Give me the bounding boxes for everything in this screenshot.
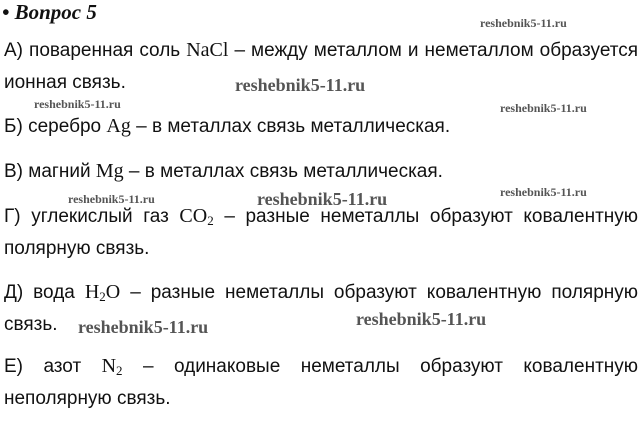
substance-name: серебро — [28, 116, 102, 137]
watermark: reshebnik5-11.ru — [34, 97, 121, 111]
item-marker: Б) — [4, 116, 23, 137]
chemical-formula: $CO_2$ — [179, 205, 214, 228]
explanation-text: – в металлах связь металлическая. — [136, 116, 451, 137]
explanation-text: – между металлом и неметаллом образуется ионная связь. — [4, 40, 639, 93]
watermark: reshebnik5-11.ru — [78, 317, 209, 337]
chemical-formula: $H_2O$ — [84, 281, 121, 304]
chemical-formula: $N_2$ — [101, 355, 123, 378]
watermark: reshebnik5-11.ru — [500, 185, 587, 199]
substance-name: углекислый газ — [31, 206, 169, 227]
explanation-text: – в металлах связь металлическая. — [128, 161, 443, 182]
substance-name: поваренная соль — [29, 40, 181, 61]
item-marker: В) — [4, 161, 23, 182]
watermark: reshebnik5-11.ru — [500, 101, 587, 115]
watermark: reshebnik5-11.ru — [356, 309, 487, 329]
chemical-formula: NaCl — [186, 39, 229, 61]
chemical-formula: Ag — [106, 115, 131, 137]
item-marker: Е) — [4, 356, 23, 377]
formula-subscript: 2 — [116, 363, 123, 378]
watermark: reshebnik5-11.ru — [68, 192, 155, 206]
formula-subscript: 2 — [99, 289, 106, 304]
watermark: reshebnik5-11.ru — [480, 16, 567, 30]
substance-name: магний — [28, 161, 91, 182]
explanation-text: – разные неметаллы образуют ковалентную полярную связь. — [4, 282, 639, 335]
item-marker: Д) — [4, 282, 24, 303]
watermark: reshebnik5-11.ru — [257, 189, 388, 209]
formula-subscript: 2 — [207, 213, 214, 228]
question-heading: • Вопрос 5 — [2, 0, 97, 24]
answer-item-c — [4, 155, 638, 188]
answer-item-f — [4, 350, 638, 415]
watermark: reshebnik5-11.ru — [235, 75, 366, 95]
explanation-text: – разные неметаллы образуют ковалентную полярную связь. — [4, 206, 639, 259]
explanation-text: – одинаковые неметаллы образуют ковалентную неполярную связь. — [4, 356, 639, 409]
chemical-formula: Mg — [95, 160, 124, 182]
substance-name: азот — [43, 356, 82, 377]
item-marker: Г) — [4, 206, 21, 227]
item-marker: А) — [4, 40, 23, 61]
substance-name: вода — [33, 282, 75, 303]
